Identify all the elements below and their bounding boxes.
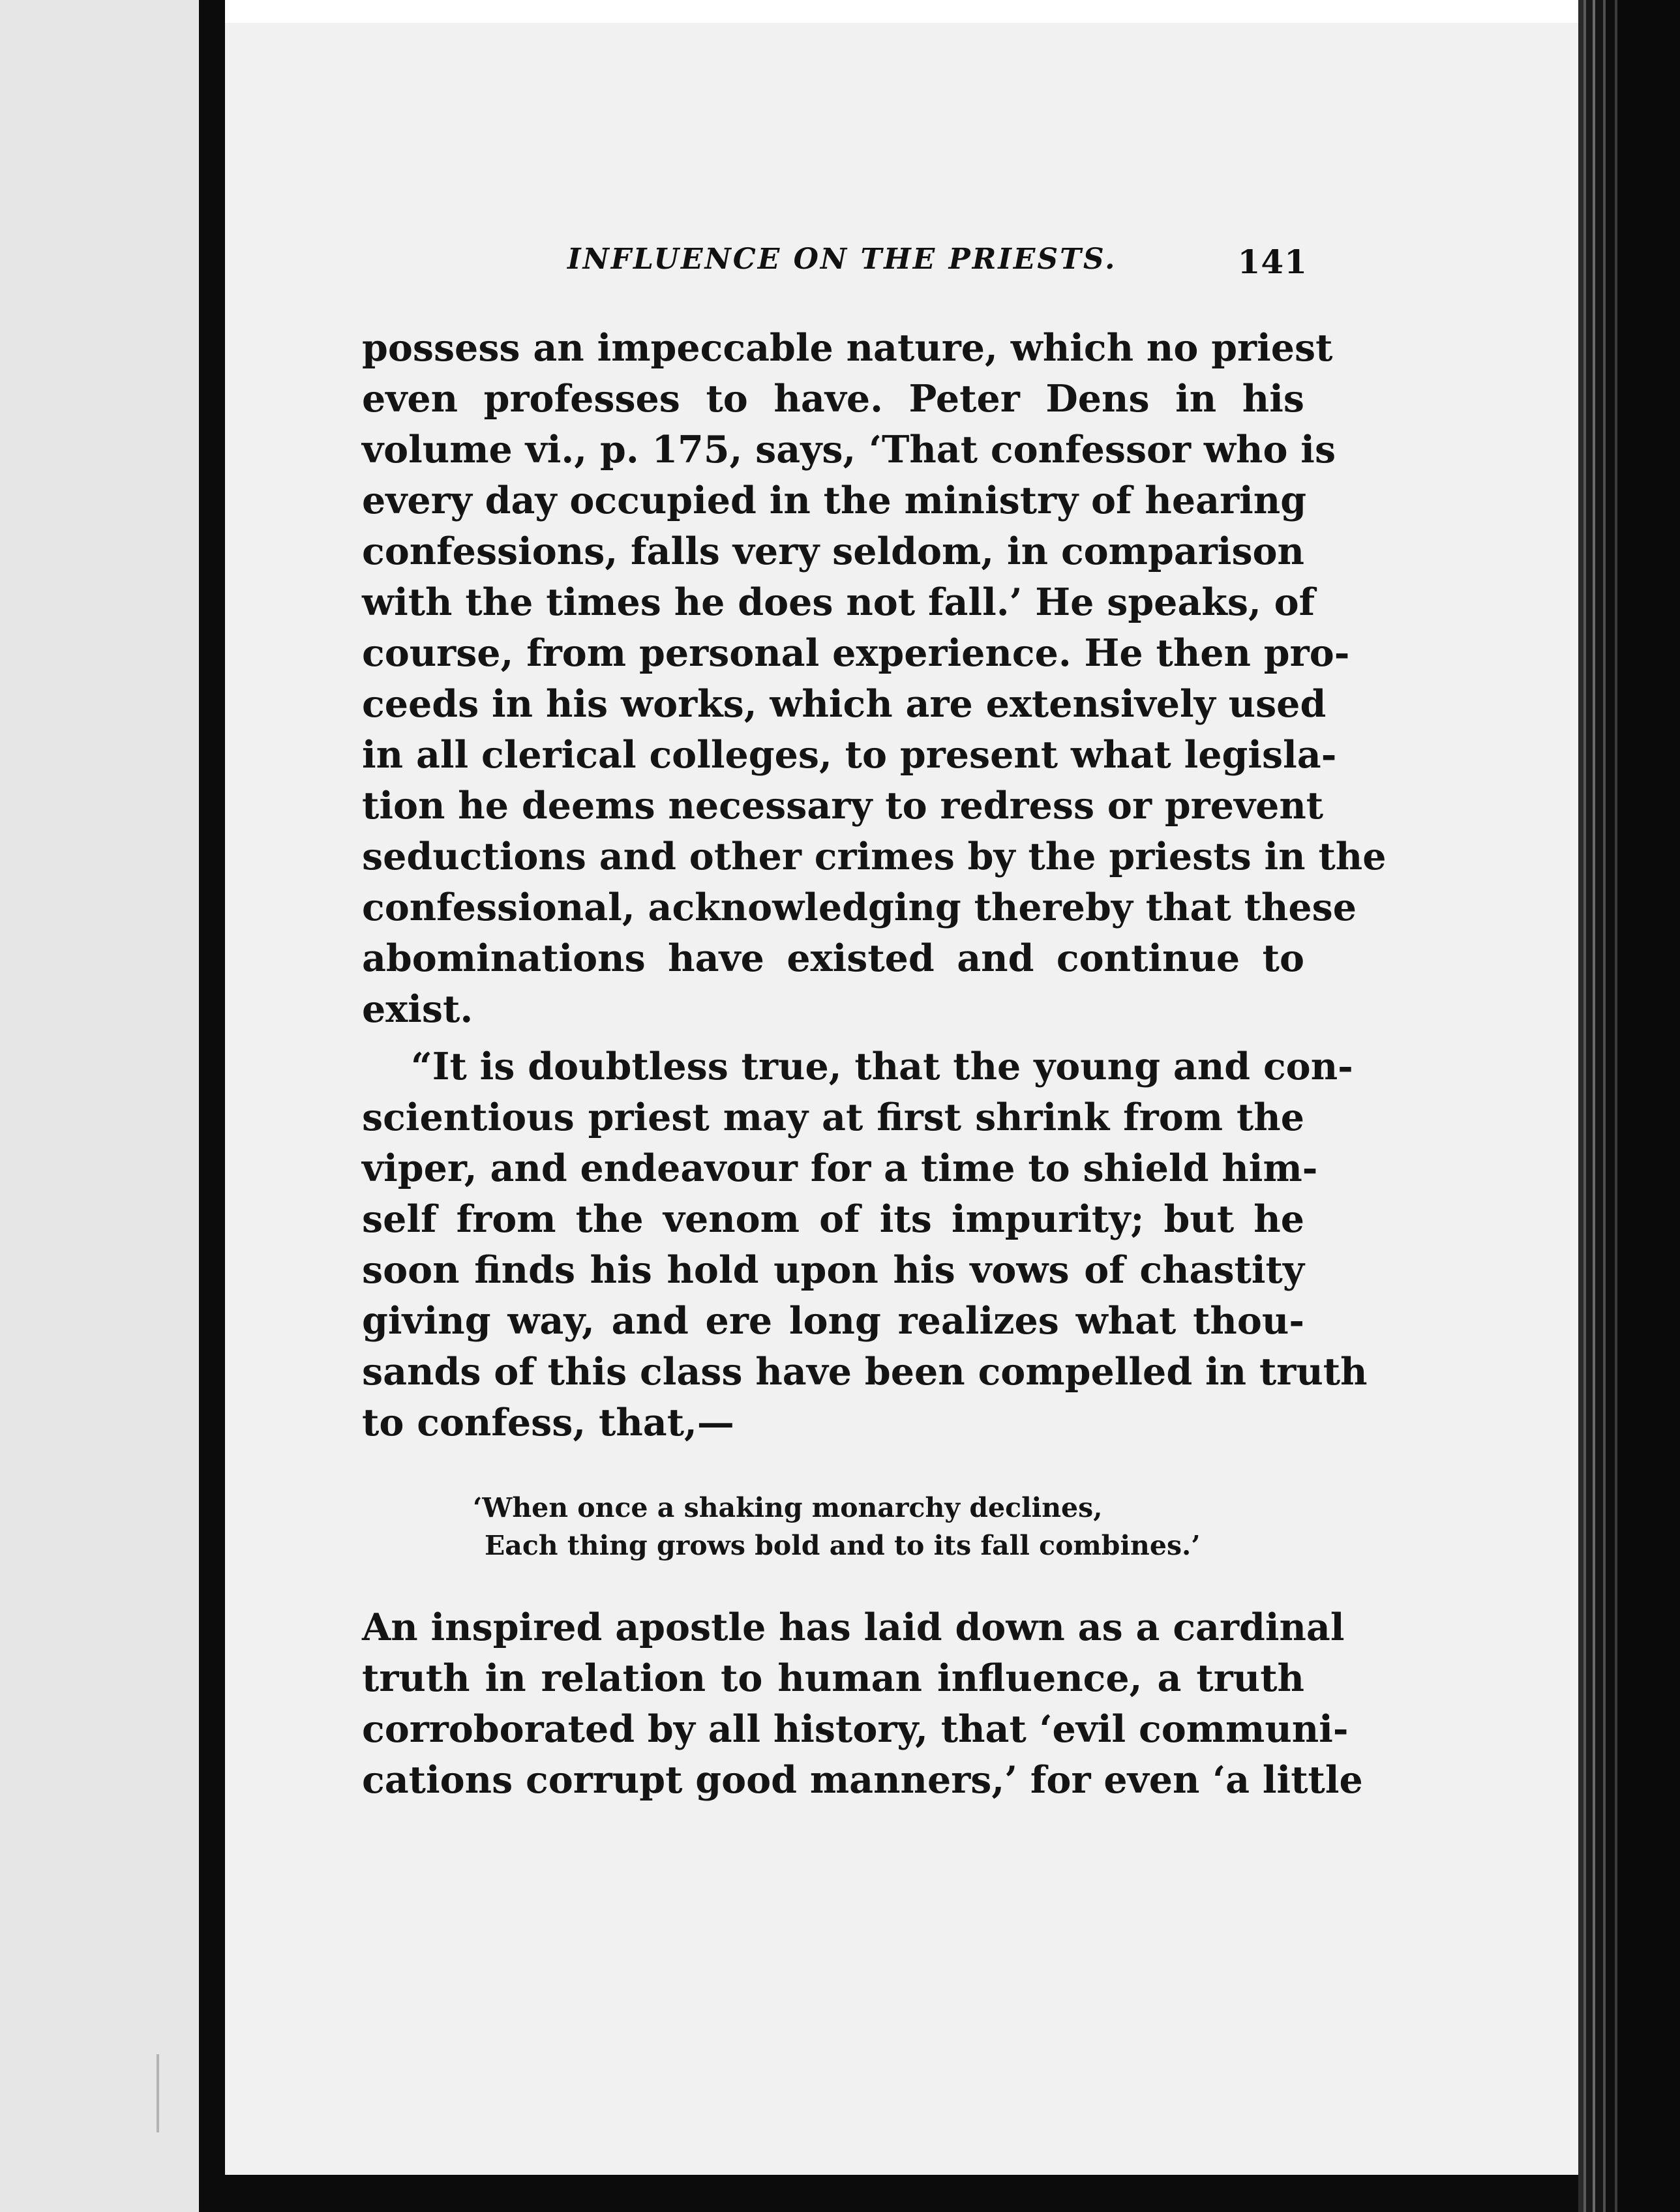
text-line: with the times he does not fall.’ He speaks, of [362,580,1315,624]
text-line: possess an impeccable nature, which no priest [362,326,1333,370]
verse-line: Each thing grows bold and to its fall combines.’ [485,1530,1201,1561]
text-line: sands of this class have been compelled in truth [362,1350,1368,1394]
verse-line: ‘When once a shaking monarchy declines, [473,1492,1103,1523]
paragraph-1 [362,323,1387,1035]
text-line: giving way, and ere long realizes what thou- [362,1299,1304,1343]
text-line: abominations have existed and continue to [362,936,1304,980]
text-line: confessional, acknowledging thereby that these [362,886,1357,929]
text-line: self from the venom of its impurity; but he [362,1197,1304,1241]
verse-quotation [473,1489,1304,1564]
text-line: corroborated by all history, that ‘evil communi- [362,1707,1349,1751]
text-line: ceeds in his works, which are extensively used [362,682,1327,726]
text-line: exist. [362,987,473,1031]
text-line: every day occupied in the ministry of hearing [362,479,1307,522]
text-line: even professes to have. Peter Dens in his [362,377,1304,421]
text-line: to confess, that,— [362,1401,734,1444]
text-line: seductions and other crimes by the priests in the [362,835,1387,878]
text-line: viper, and endeavour for a time to shield him- [362,1146,1318,1190]
facing-page [0,0,199,2212]
text-line: in all clerical colleges, to present what legisla- [362,733,1337,777]
body-text [362,323,1387,1806]
text-line: “It is doubtless true, that the young and con- [411,1045,1353,1088]
text-line: confessions, falls very seldom, in comparison [362,530,1304,573]
page-number: 141 [1237,243,1308,281]
text-line: tion he deems necessary to redress or prevent [362,784,1324,828]
text-line: volume vi., p. 175, says, ‘That confessor who is [362,428,1336,471]
text-line: scientious priest may at first shrink from the [362,1096,1304,1139]
bottom-shadow [225,2175,1578,2212]
paragraph-3 [362,1602,1363,1806]
text-line: cations corrupt good manners,’ for even ‘a little [362,1758,1363,1802]
text-line: course, from personal experience. He then pro- [362,631,1350,675]
text-line: An inspired apostle has laid down as a cardinal [362,1606,1345,1649]
page-stack-edge [1578,0,1680,2212]
running-head-title: INFLUENCE ON THE PRIESTS. [567,243,1117,276]
text-line: truth in relation to human influence, a truth [362,1656,1304,1700]
text-line: soon finds his hold upon his vows of chastity [362,1248,1304,1292]
facing-page-edge [157,2054,179,2132]
paragraph-2 [362,1041,1368,1448]
running-header [554,243,1308,295]
book-gutter [199,0,225,2212]
